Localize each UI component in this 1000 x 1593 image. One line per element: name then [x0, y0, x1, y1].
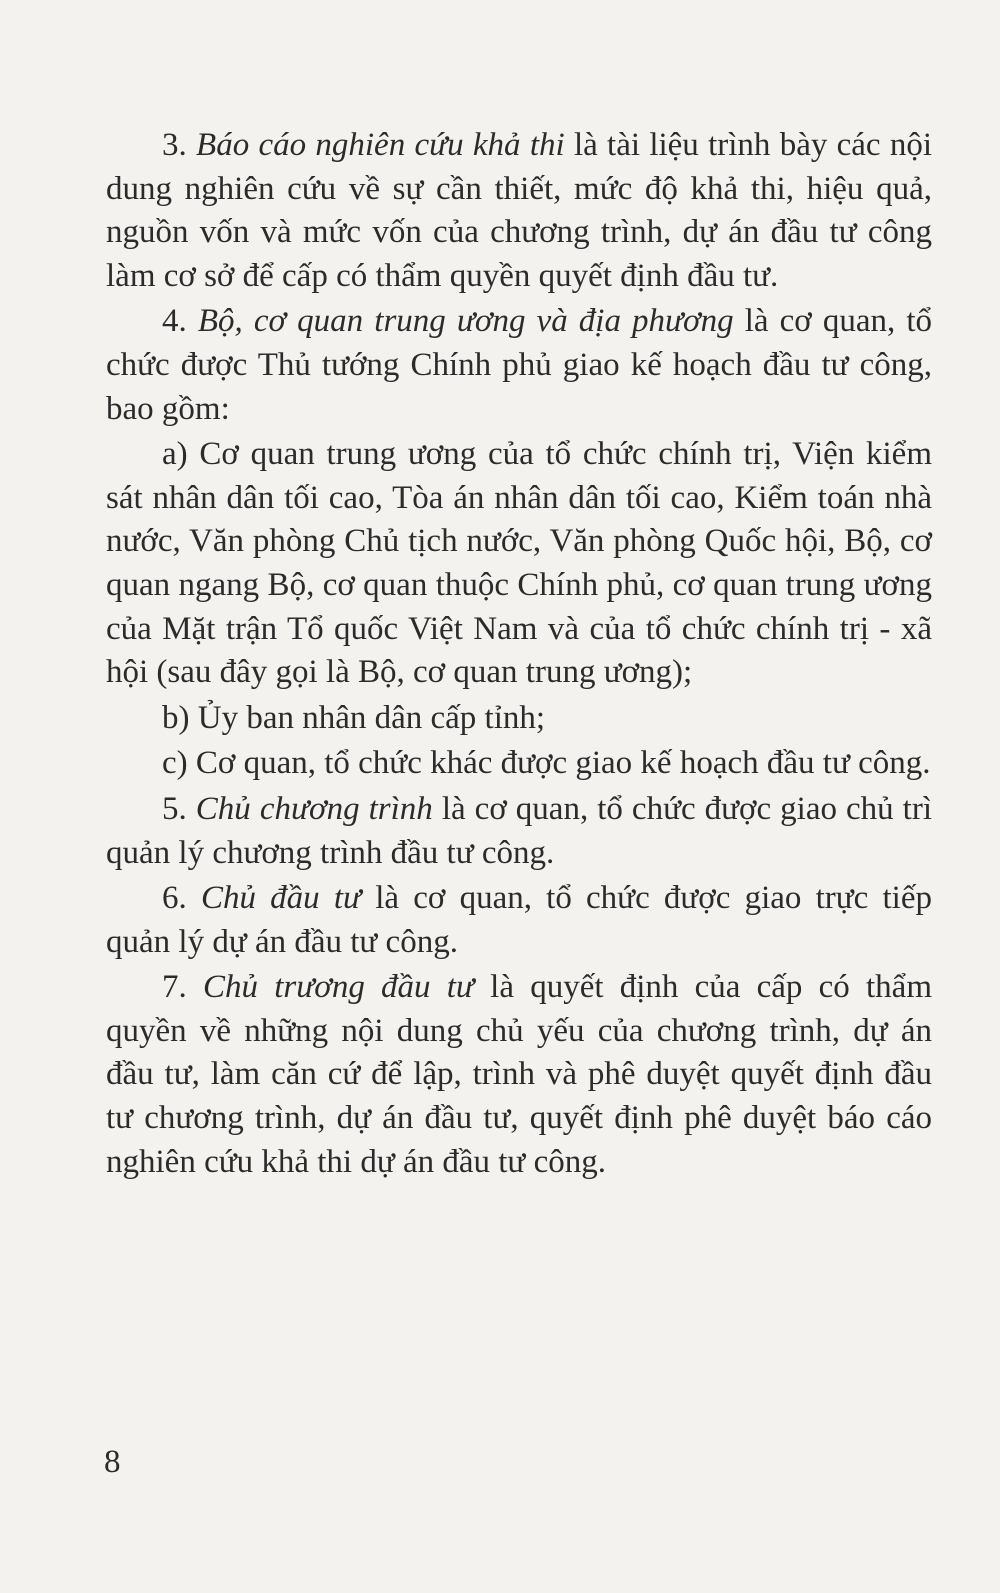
paragraph-sub-b: b) Ủy ban nhân dân cấp tỉnh; [162, 699, 546, 736]
paragraph-item-5 [106, 788, 932, 875]
definition-text: là cơ quan, tổ chức được Thủ tướng Chính phủ giao kế hoạch đầu tư công, bao gồm: [106, 303, 932, 427]
item-number: 5. [162, 790, 196, 827]
paragraph-item-7 [106, 966, 932, 1184]
paragraph-sub-a: a) Cơ quan trung ương của tổ chức chính trị, Viện kiểm sát nhân dân tối cao, Tòa án nhân dân tối cao, Kiểm toán nhà nước, Văn phòng Chủ tịch nước, Văn phòng Quốc hội, Bộ, cơ quan ngang Bộ, cơ quan thuộc Chính phủ, cơ quan trung ương của Mặt trận Tổ quốc Việt Nam và của tổ chức chính trị - xã hội (sau đây gọi là Bộ, cơ quan trung ương); [106, 436, 932, 691]
defined-term: Chủ trương đầu tư [202, 969, 474, 1006]
item-number: 3. [162, 127, 197, 163]
paragraph-item-6 [106, 877, 932, 964]
definition-text: là cơ quan, tổ chức được giao trực tiếp quản lý dự án đầu tư công. [106, 880, 932, 960]
page-number: 8 [104, 1444, 121, 1480]
definition-text: là tài liệu trình bày các nội dung nghiên cứu về sự cần thiết, mức độ khả thi, hiệu quả, nguồn vốn và mức vốn của chương trình, dự án đầu tư công làm cơ sở để cấp có thẩm quyền quyết định đầu tư. [106, 127, 933, 294]
paragraph-item-3 [106, 124, 932, 298]
body-text [106, 124, 932, 1184]
definition-text: là cơ quan, tổ chức được giao chủ trì quản lý chương trình đầu tư công. [106, 790, 932, 871]
paragraph-item-4 [106, 300, 932, 431]
defined-term: Chủ chương trình [195, 790, 433, 827]
defined-term: Báo cáo nghiên cứu khả thi [196, 127, 565, 163]
paragraph-sub-c: c) Cơ quan, tổ chức khác được giao kế hoạch đầu tư công. [162, 745, 931, 782]
item-number: 6. [162, 880, 201, 917]
definition-text: là quyết định của cấp có thẩm quyền về những nội dung chủ yếu của chương trình, dự án đầu tư, làm căn cứ để lập, trình và phê duyệt quyết định đầu tư chương trình, dự án đầu tư, quyết định phê duyệt báo cáo nghiên cứu khả thi dự án đầu tư công. [106, 969, 932, 1180]
item-number: 7. [162, 969, 203, 1006]
defined-term: Chủ đầu tư [200, 880, 362, 917]
item-number: 4. [162, 303, 198, 340]
defined-term: Bộ, cơ quan trung ương và địa phương [197, 303, 734, 340]
